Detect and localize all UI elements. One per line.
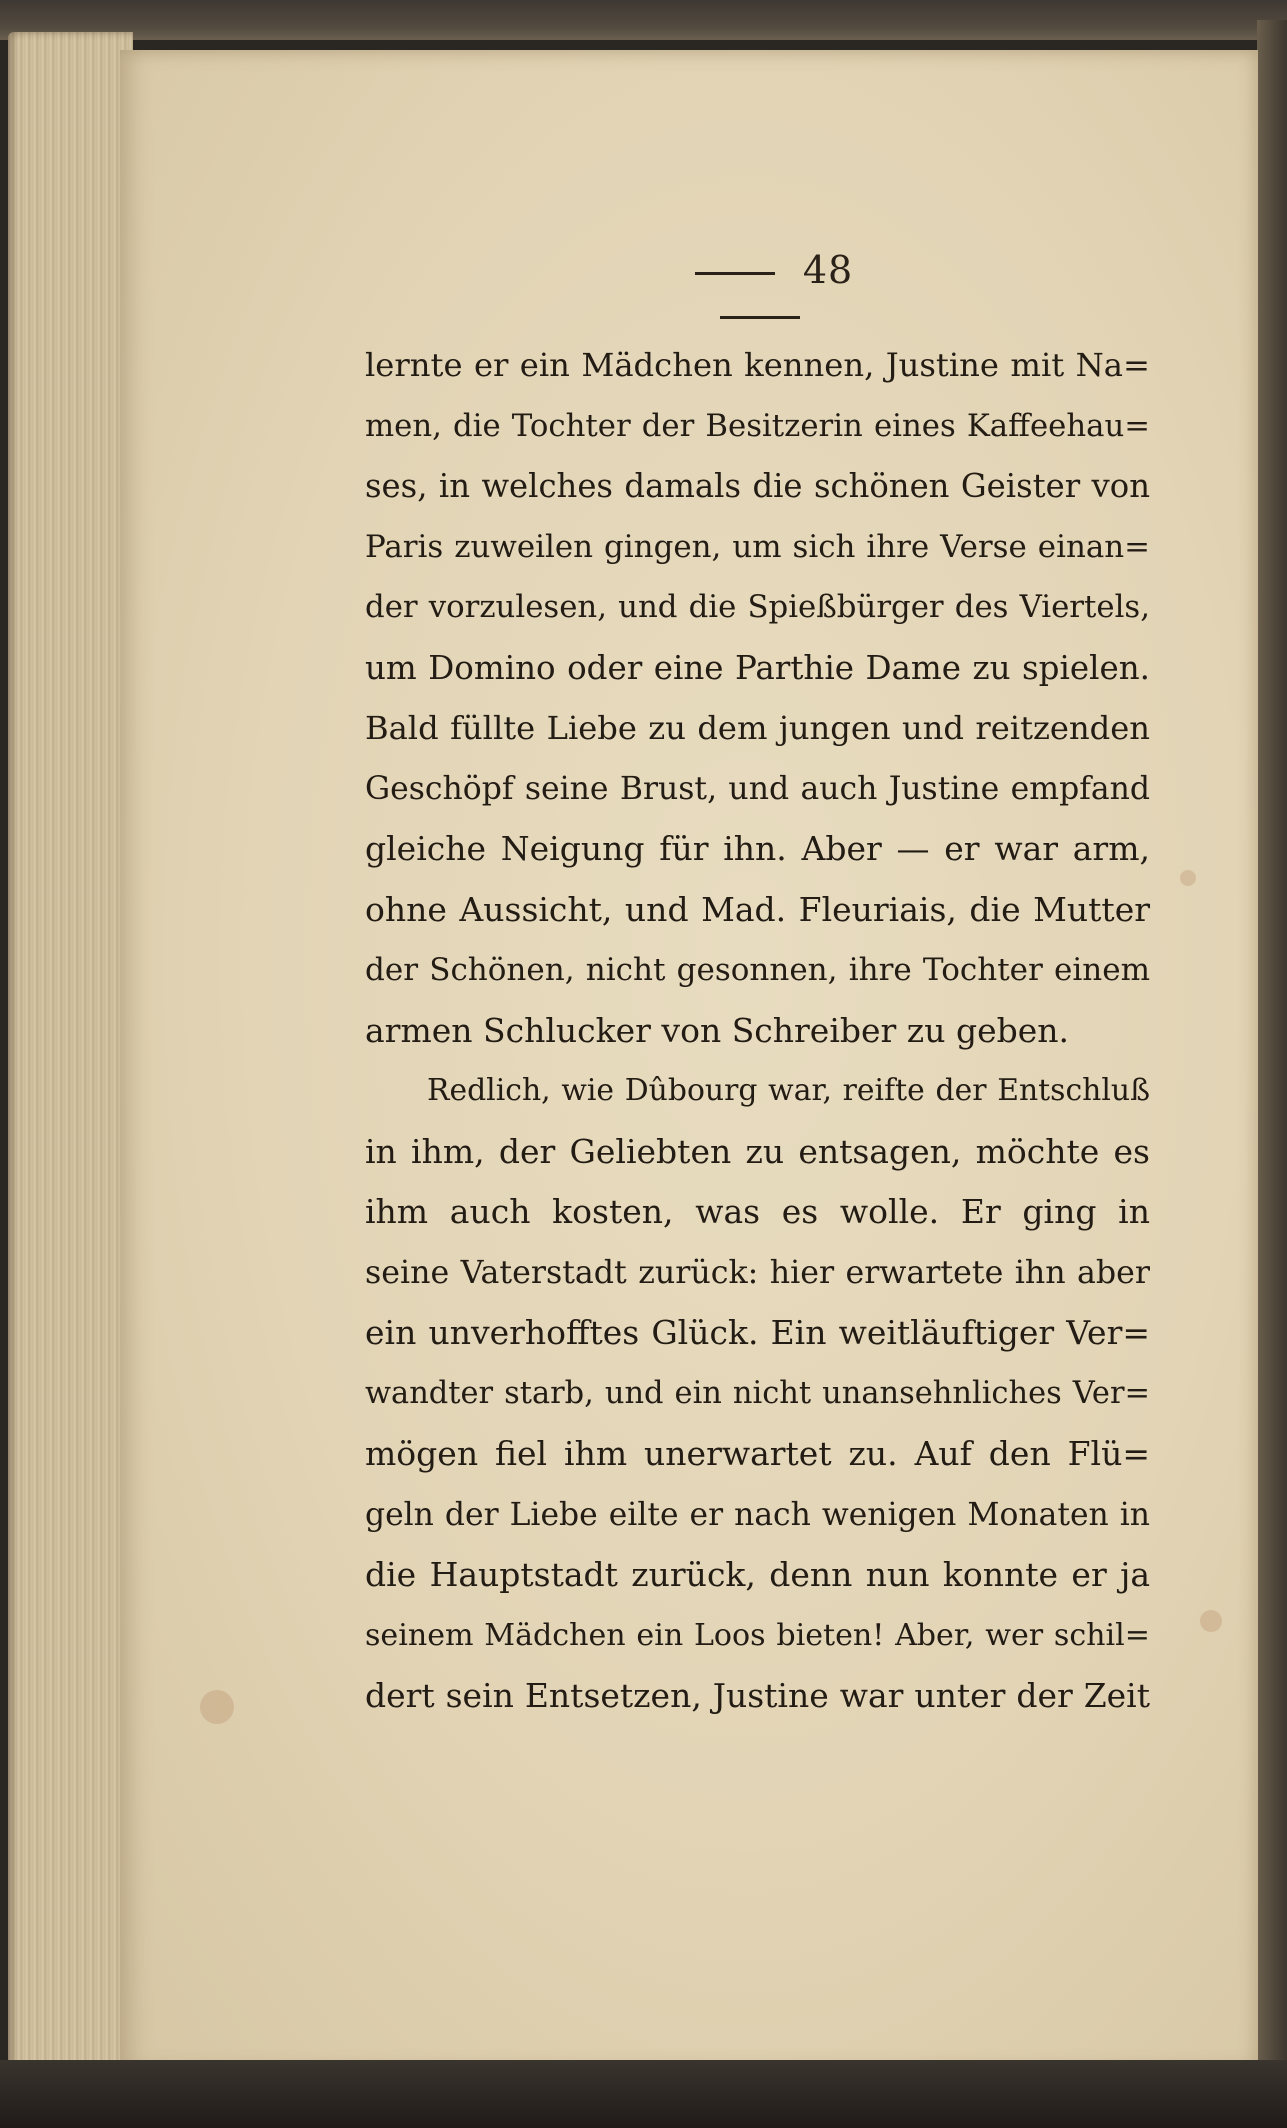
text-line: ihm auch kosten, was es wolle. Er ging in xyxy=(365,1192,1150,1231)
text-line: die Hauptstadt zurück, denn nun konnte er ja xyxy=(365,1555,1150,1594)
text-line: wandter starb, und ein nicht unansehnliches Ver= xyxy=(365,1375,1150,1411)
text-line: gleiche Neigung für ihn. Aber — er war arm, xyxy=(365,829,1150,868)
text-line: Geschöpf seine Brust, und auch Justine empfand xyxy=(365,770,1150,807)
page-edges xyxy=(8,32,133,2072)
text-line: geln der Liebe eilte er nach wenigen Monaten in xyxy=(365,1496,1150,1533)
text-line: der vorzulesen, und die Spießbürger des Viertels, xyxy=(365,589,1150,625)
text-line: seine Vaterstadt zurück: hier erwartete ihn aber xyxy=(365,1254,1150,1291)
text-line: in ihm, der Geliebten zu entsagen, möchte es xyxy=(365,1131,1150,1171)
page-text xyxy=(365,335,1150,1727)
text-line: ein unverhofftes Glück. Ein weitläuftiger Ver= xyxy=(365,1313,1150,1352)
text-line: armen Schlucker von Schreiber zu geben. xyxy=(365,1010,1069,1050)
page-number: 48 xyxy=(600,248,920,336)
book-cover-bottom xyxy=(0,2060,1287,2128)
text-line: Redlich, wie Dûbourg war, reifte der Entschluß xyxy=(427,1073,1150,1108)
text-line: der Schönen, nicht gesonnen, ihre Tochter einem xyxy=(365,952,1150,988)
text-line: mögen fiel ihm unerwartet zu. Auf den Flü= xyxy=(365,1434,1150,1473)
text-line: lernte er ein Mädchen kennen, Justine mit Na= xyxy=(365,346,1150,384)
text-line: um Domino oder eine Parthie Dame zu spielen. xyxy=(365,648,1150,687)
foxing-spot xyxy=(200,1690,234,1724)
text-line: dert sein Entsetzen, Justine war unter der Zeit xyxy=(365,1676,1150,1715)
text-line: ohne Aussicht, und Mad. Fleuriais, die Mutter xyxy=(365,889,1150,929)
text-line: ses, in welches damals die schönen Geister von xyxy=(365,467,1150,505)
foxing-spot xyxy=(1200,1610,1222,1632)
foxing-spot xyxy=(1180,870,1196,886)
text-line: men, die Tochter der Besitzerin eines Kaffeehau= xyxy=(365,407,1150,444)
text-line: seinem Mädchen ein Loos bieten! Aber, wer schil= xyxy=(365,1617,1150,1653)
text-line: Bald füllte Liebe zu dem jungen und reitzenden xyxy=(365,709,1150,747)
book-cover-top xyxy=(0,0,1287,40)
book-cover-right xyxy=(1257,20,1287,2080)
text-line: Paris zuweilen gingen, um sich ihre Verse einan= xyxy=(365,528,1150,565)
